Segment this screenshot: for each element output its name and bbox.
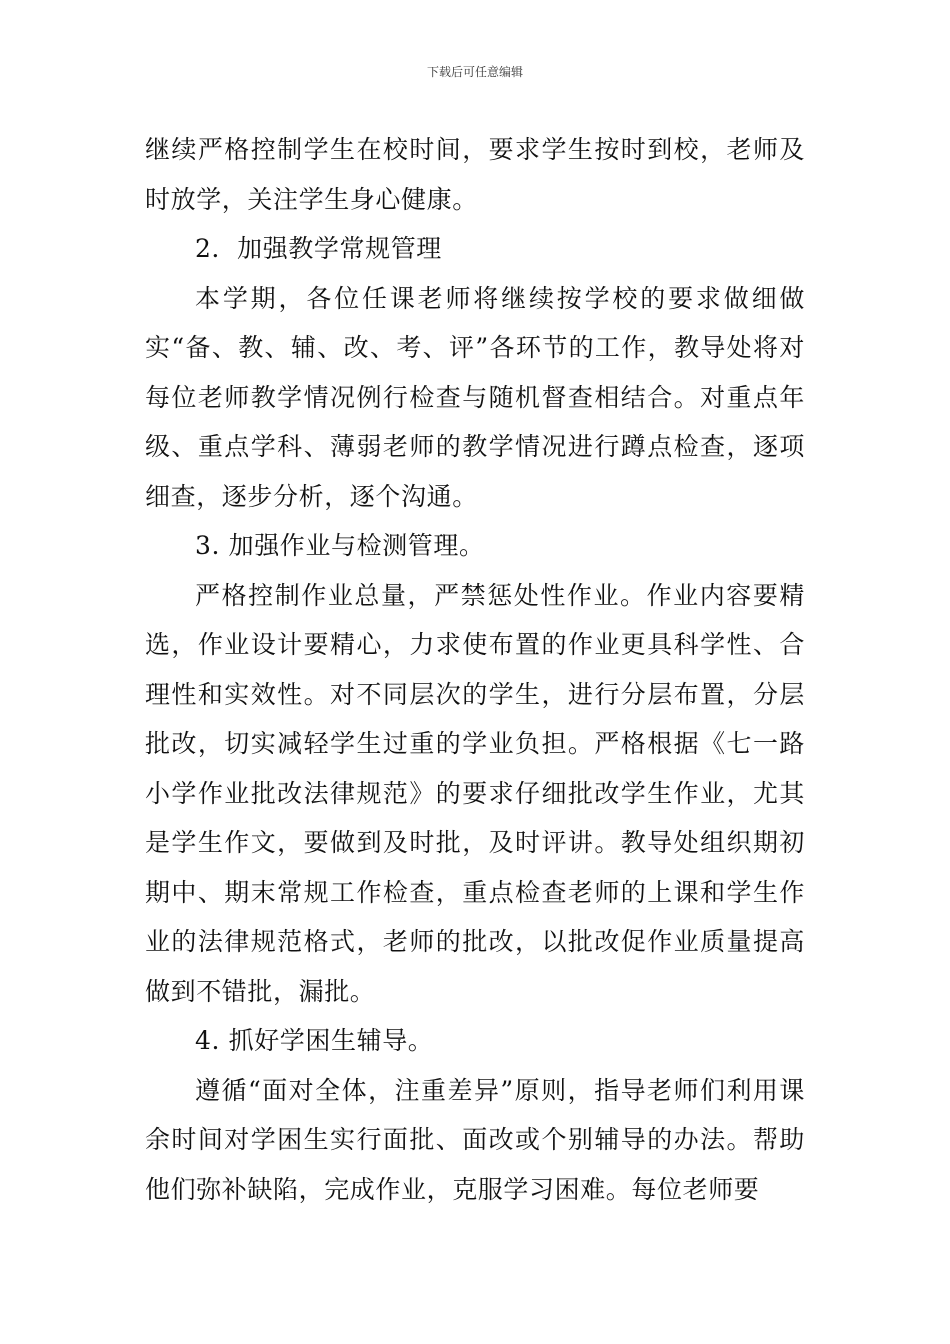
page-header: 下载后可任意编辑 (426, 65, 523, 79)
heading-3: 3. 加强作业与检测管理。 (195, 531, 485, 560)
heading-4: 4. 抓好学困生辅导。 (195, 1026, 434, 1055)
paragraph-3: 严格控制作业总量，严禁惩处性作业。作业内容要精选，作业设计要精心，力求使布置的作业更具科学性、合理性和实效性。对不同层次的学生，进行分层布置，分层批改，切实减轻学生过重的学业负担。严格根据《七一路小学作业批改法律规范》的要求仔细批改学生作业，尤其是学生作文，要做到及时批，及时评讲。教导处组织期初期中、期末常规工作检查，重点检查老师的上课和学生作业的法律规范格式，老师的批改，以批改促作业质量提高做到不错批，漏批。 (145, 580, 805, 1006)
document-body (145, 125, 805, 1214)
paragraph-4: 遵循“面对全体，注重差异”原则，指导老师们利用课余时间对学困生实行面批、面改或个别辅导的办法。帮助他们弥补缺陷，完成作业，克服学习困难。每位老师要 (145, 1075, 805, 1204)
paragraph-1: 继续严格控制学生在校时间，要求学生按时到校，老师及时放学，关注学生身心健康。 (145, 135, 805, 214)
heading-2: 2．加强教学常规管理 (195, 234, 442, 263)
paragraph-2: 本学期，各位任课老师将继续按学校的要求做细做实“备、教、辅、改、考、评”各环节的工作，教导处将对每位老师教学情况例行检查与随机督查相结合。对重点年级、重点学科、薄弱老师的教学情况进行蹲点检查，逐项细查，逐步分析，逐个沟通。 (145, 283, 805, 511)
